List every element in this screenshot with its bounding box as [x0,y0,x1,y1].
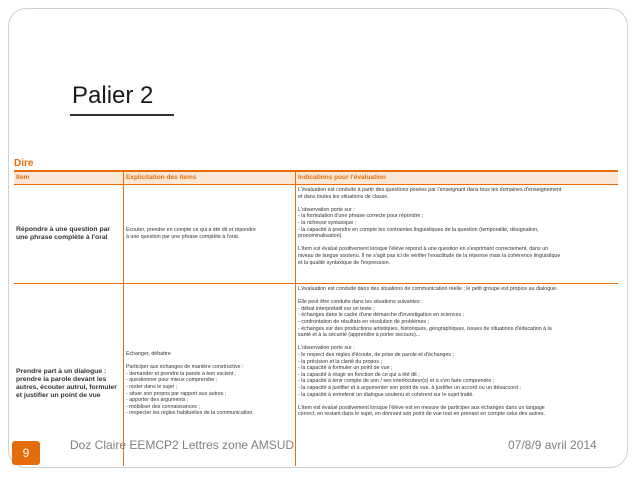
item-cell: Répondre à une question par une phrase complète à l'oral [14,185,124,283]
text-line: - demander et prendre la parole à bon escient ; [126,370,237,377]
text-line [126,358,293,365]
text-line: Échanger, débattre [126,351,171,358]
text-line [298,240,616,247]
explicitation-cell [124,185,296,283]
text-line: - le respect des règles d'écoute, de prise de parole et d'échanges ; [298,351,455,358]
text-line: Écouter, prendre en compte ce qui a été dit et répondre [126,227,256,234]
slide-title: Palier 2 [72,82,154,109]
text-line: - respecter les règles habituelles de la communication. [126,410,254,417]
text-line: - la capacité à formuler un point de vue ; [298,365,393,372]
text-line [298,398,616,405]
text-line: - échanges dans le cadre d'une démarche d'investigation en sciences ; [298,312,465,319]
embedded-document [14,158,618,466]
text-line: et la qualité syntaxique de l'expression. [298,259,390,266]
text-line: Participer aux échanges de manière constructive : [126,364,244,371]
text-line: à une question par une phrase complète à l'oral. [126,234,240,240]
text-line: - mobiliser des connaissances ; [126,403,200,410]
text-line: - apporter des arguments ; [126,397,189,404]
text-line: - confrontation de résultats en résolution de problèmes ; [298,318,430,325]
column-header-explicitation: Explicitation des items [124,172,296,184]
text-line [298,293,616,300]
text-line: santé et à la sécurité (apprendre à porter secours)... [298,332,421,339]
text-line: - la capacité à prendre en compte les contraintes linguistiques de la question (temporalité, désignation, [298,226,539,233]
footer-date: 07/8/9 avril 2014 [508,438,597,452]
column-header-indications: Indications pour l'évaluation [298,174,386,181]
doc-heading: Dire [14,158,618,172]
text-line: - la capacité à entretenir un dialogue soutenu et cohérent sur le sujet traité. [298,391,474,398]
table-row [14,185,618,284]
text-line: L'évaluation est conduite dans des situations de communication réelle ; le petit groupe est propice au dialogue. [298,286,558,292]
text-line: - la capacité à justifier et à argumenter son point de vue, à justifier un accord ou un désaccord ; [298,384,521,391]
text-line: L'item est évalué positivement lorsque l'élève est en mesure de participer aux échanges dans un langage [298,404,545,411]
text-line: pronominalisation). [298,233,343,240]
item-cell: Prendre part à un dialogue : prendre la parole devant les autres, écouter autrui, formuler et justifier un point de vue [14,284,124,466]
page-number-badge: 9 [12,441,40,465]
text-line: - situer son propos par rapport aux autres ; [126,390,227,397]
text-line: L'observation porte sur : [298,345,355,352]
text-line: - rester dans le sujet ; [126,384,177,390]
text-line: - échanges sur des productions artistiques, historiques, géographiques, issues de situations d'éducation à la [298,325,552,332]
text-line: et dans toutes les situations de classe. [298,193,389,200]
text-line: - la précision et la clarté du propos ; [298,358,382,365]
text-line: - débat interprétatif sur un texte ; [298,305,375,312]
text-line: - la capacité à tenir compte de son / ses interlocuteur(s) et à s'en faire comprendre ; [298,378,495,385]
text-line: correct, en restant dans le sujet, en donnant son point de vue tout en prenant en compte celui des autres. [298,411,546,418]
text-line: L'observation porte sur : [298,206,355,213]
text-line: - questionner pour mieux comprendre ; [126,377,218,384]
text-line: niveau de langue soutenu. Il ne s'agit pas ici de vérifier l'exactitude de la réponse mais la cohérence linguistique [298,252,561,259]
column-header-item: Item [14,172,124,184]
text-line: Elle peut être conduite dans les situations suivantes : [298,299,423,306]
text-line: - la formulation d'une phrase correcte pour répondre ; [298,213,424,220]
text-line [298,339,616,346]
text-line: L'item est évalué positivement lorsque l'élève répond à une question en s'exprimant correctement, dans un [298,246,549,253]
text-line: - la capacité à réagir en fonction de ce qui a été dit ; [298,371,420,378]
title-underline [70,114,174,116]
footer-author: Doz Claire EEMCP2 Lettres zone AMSUD [70,438,295,452]
text-line: L'évaluation est conduite à partir des questions posées par l'enseignant dans tous les domaines d'enseignement [298,187,562,193]
text-line [298,200,616,207]
text-line: - la richesse syntaxique ; [298,219,357,226]
indications-cell [296,185,618,283]
table-header [14,172,618,185]
